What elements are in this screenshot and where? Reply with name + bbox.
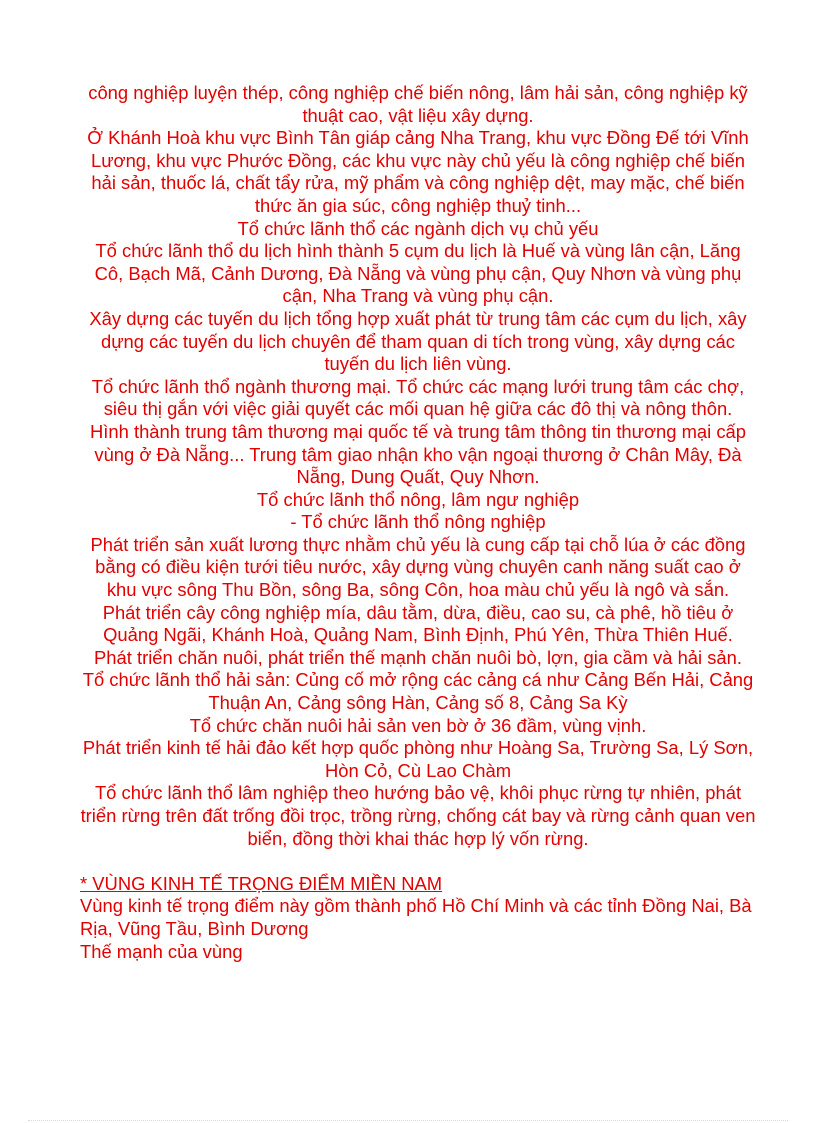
- paragraph-region-strengths: Thế mạnh của vùng: [80, 940, 243, 962]
- heading-services: Tổ chức lãnh thổ các ngành dịch vụ chủ yếu: [237, 217, 599, 239]
- paragraph-island-economy: Phát triển kinh tế hải đảo kết hợp quốc phòng như Hoàng Sa, Trường Sa, Lý Sơn, Hòn Cỏ, Cù Lao Chàm: [82, 737, 754, 781]
- paragraph-industry-sectors: công nghiệp luyện thép, công nghiệp chế biến nông, lâm hải sản, công nghiệp kỹ thuật cao, vật liệu xây dựng.: [88, 82, 748, 126]
- page-bottom-divider: [28, 1120, 788, 1121]
- paragraph-forestry: Tổ chức lãnh thổ lâm nghiệp theo hướng bảo vệ, khôi phục rừng tự nhiên, phát triển rừng trên đất trống đồi trọc, trồng rừng, chống cát bay và rừng cảnh quan ven biển, đồng thời khai thác hợp lý vốn rừng.: [80, 782, 756, 849]
- document-body: [80, 82, 756, 963]
- paragraph-livestock: Phát triển chăn nuôi, phát triển thế mạnh chăn nuôi bò, lợn, gia cầm và hải sản.: [94, 646, 742, 668]
- paragraph-tourism-routes: Xây dựng các tuyến du lịch tổng hợp xuất phát từ trung tâm các cụm du lịch, xây dựng các tuyến du lịch chuyên để tham quan di tích trong vùng, xây dựng các tuyến du lịch liên vùng.: [89, 307, 747, 375]
- paragraph-aquaculture: Tổ chức chăn nuôi hải sản ven bờ ở 36 đầm, vùng vịnh.: [189, 714, 647, 736]
- paragraph-commerce: Tổ chức lãnh thổ ngành thương mại. Tổ chức các mạng lưới trung tâm các chợ, siêu thị gắn với việc giải quyết các mối quan hệ giữa các đô thị và nông thôn.: [91, 375, 745, 420]
- paragraph-gap: [80, 850, 756, 873]
- paragraph-industrial-crops: Phát triển cây công nghiệp mía, dâu tằm, dừa, điều, cao su, cà phê, hồ tiêu ở Quảng Ngãi, Khánh Hoà, Quảng Nam, Bình Định, Phú Yên, Thừa Thiên Huế.: [102, 601, 734, 646]
- heading-agriculture-forestry-fishery: Tổ chức lãnh thổ nông, lâm ngư nghiệp: [256, 488, 580, 510]
- paragraph-food-production: Phát triển sản xuất lương thực nhằm chủ yếu là cung cấp tại chỗ lúa ở các đồng bằng có điều kiện tưới tiêu nước, xây dựng vùng chuyên canh năng suất cao ở khu vực sông Thu Bồn, sông Ba, sông Côn, hoa màu chủ yếu là ngô và sắn.: [90, 533, 746, 601]
- section-heading-southern-region: * VÙNG KINH TẾ TRỌNG ĐIỂM MIỀN NAM: [80, 872, 443, 894]
- heading-agriculture: - Tổ chức lãnh thổ nông nghiệp: [290, 511, 546, 533]
- paragraph-seafood-ports: Tổ chức lãnh thổ hải sản: Củng cố mở rộng các cảng cá như Cảng Bến Hải, Cảng Thuận An, Cảng sông Hàn, Cảng số 8, Cảng Sa Kỳ: [82, 669, 754, 714]
- paragraph-khanh-hoa-industry: Ở Khánh Hoà khu vực Bình Tân giáp cảng Nha Trang, khu vực Đồng Đế tới Vĩnh Lương, khu vực Phước Đồng, các khu vực này chủ yếu là công nghiệp chế biến hải sản, thuốc lá, chất tẩy rửa, mỹ phẩm và công nghiệp dệt, may mặc, chế biến thức ăn gia súc, công nghiệp thuỷ tinh...: [87, 127, 749, 216]
- paragraph-trade-centers: Hình thành trung tâm thương mại quốc tế và trung tâm thông tin thương mại cấp vùng ở Đà Nẵng... Trung tâm giao nhận kho vận ngoại thương ở Chân Mây, Đà Nẵng, Dung Quất, Quy Nhơn.: [90, 420, 746, 488]
- paragraph-southern-region-members: Vùng kinh tế trọng điểm này gồm thành phố Hồ Chí Minh và các tỉnh Đồng Nai, Bà Rịa, Vũng Tầu, Bình Dương: [80, 895, 752, 939]
- paragraph-tourism-clusters: Tổ chức lãnh thổ du lịch hình thành 5 cụm du lịch là Huế và vùng lân cận, Lăng Cô, Bạch Mã, Cảnh Dương, Đà Nẵng và vùng phụ cận, Quy Nhơn và vùng phụ cận, Nha Trang và vùng phụ cận.: [94, 240, 742, 307]
